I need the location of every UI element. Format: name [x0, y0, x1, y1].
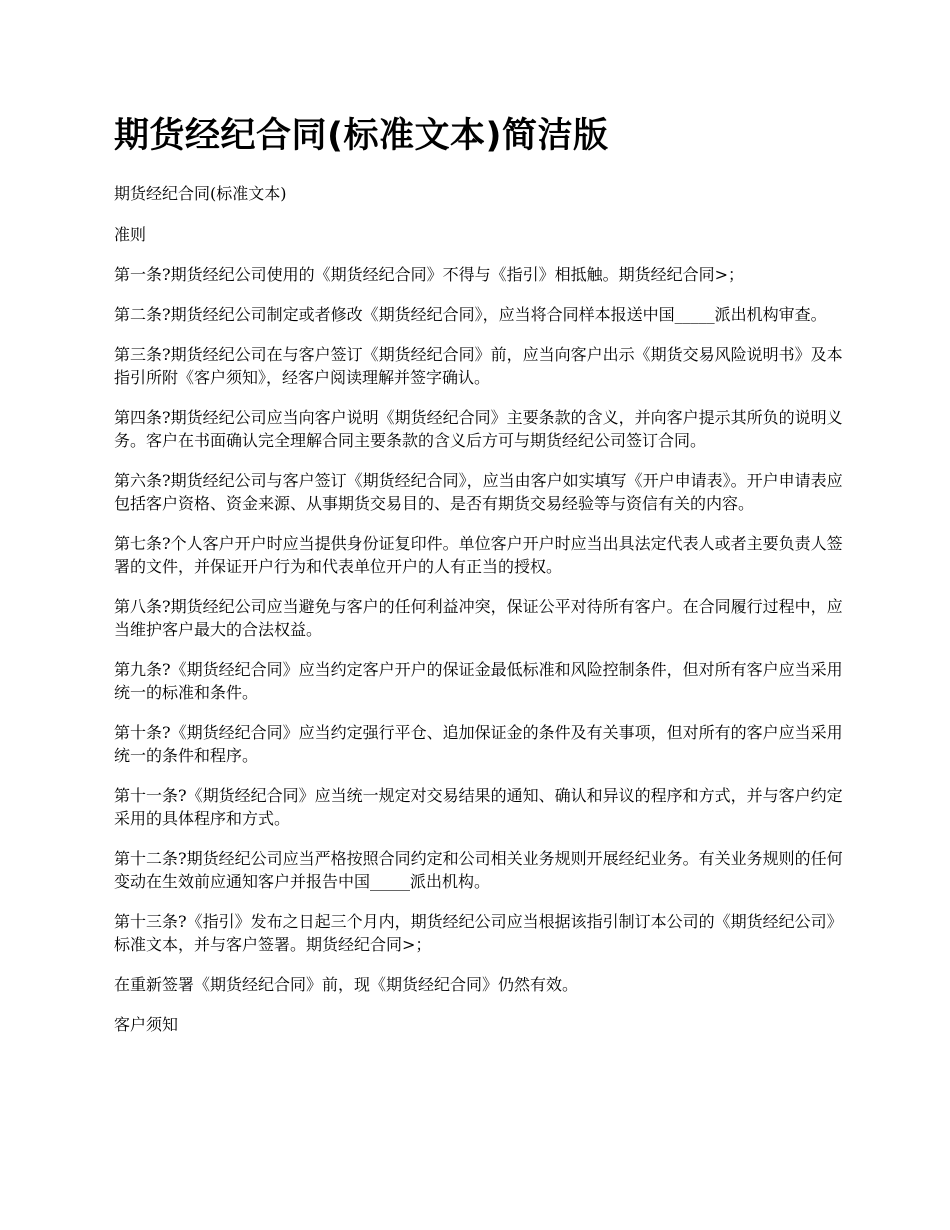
document-title: 期货经纪合同(标准文本)简洁版: [114, 116, 609, 156]
section-heading: 准则: [114, 225, 147, 244]
article-paragraph: 第十一条?《期货经纪合同》应当统一规定对交易结果的通知、确认和异议的程序和方式，并与客户约定采用的具体程序和方式。: [114, 786, 843, 828]
article-paragraph: 第二条?期货经纪公司制定或者修改《期货经纪合同》，应当将合同样本报送中国_____派出机构审查。: [114, 305, 827, 324]
closing-heading: 客户须知: [114, 1015, 179, 1034]
article-paragraph: 在重新签署《期货经纪合同》前，现《期货经纪合同》仍然有效。: [114, 975, 579, 994]
document-page: [114, 112, 844, 1053]
article-paragraph: 第一条?期货经纪公司使用的《期货经纪合同》不得与《指引》相抵触。期货经纪合同>；: [114, 265, 744, 284]
article-paragraph: 第十二条?期货经纪公司应当严格按照合同约定和公司相关业务规则开展经纪业务。有关业务规则的任何变动在生效前应通知客户并报告中国_____派出机构。: [114, 849, 843, 891]
article-paragraph: 第八条?期货经纪公司应当避免与客户的任何利益冲突，保证公平对待所有客户。在合同履行过程中，应当维护客户最大的合法权益。: [114, 597, 843, 639]
article-paragraph: 第七条?个人客户开户时应当提供身份证复印件。单位客户开户时应当出具法定代表人或者主要负责人签署的文件，并保证开户行为和代表单位开户的人有正当的授权。: [114, 534, 843, 576]
article-paragraph: 第三条?期货经纪公司在与客户签订《期货经纪合同》前，应当向客户出示《期货交易风险说明书》及本指引所附《客户须知》，经客户阅读理解并签字确认。: [114, 345, 843, 387]
article-paragraph: 第六条?期货经纪公司与客户签订《期货经纪合同》，应当由客户如实填写《开户申请表》。开户申请表应包括客户资格、资金来源、从事期货交易目的、是否有期货交易经验等与资信有关的内容。: [114, 471, 843, 513]
article-paragraph: 第四条?期货经纪公司应当向客户说明《期货经纪合同》主要条款的含义，并向客户提示其所负的说明义务。客户在书面确认完全理解合同主要条款的含义后方可与期货经纪公司签订合同。: [114, 408, 843, 450]
article-paragraph: 第十三条?《指引》发布之日起三个月内，期货经纪公司应当根据该指引制订本公司的《期货经纪公司》标准文本，并与客户签署。期货经纪合同>；: [114, 912, 843, 954]
article-paragraph: 第九条?《期货经纪合同》应当约定客户开户的保证金最低标准和风险控制条件，但对所有客户应当采用统一的标准和条件。: [114, 660, 843, 702]
document-subtitle: 期货经纪合同(标准文本): [114, 184, 287, 203]
article-paragraph: 第十条?《期货经纪合同》应当约定强行平仓、追加保证金的条件及有关事项，但对所有的客户应当采用统一的条件和程序。: [114, 723, 843, 765]
